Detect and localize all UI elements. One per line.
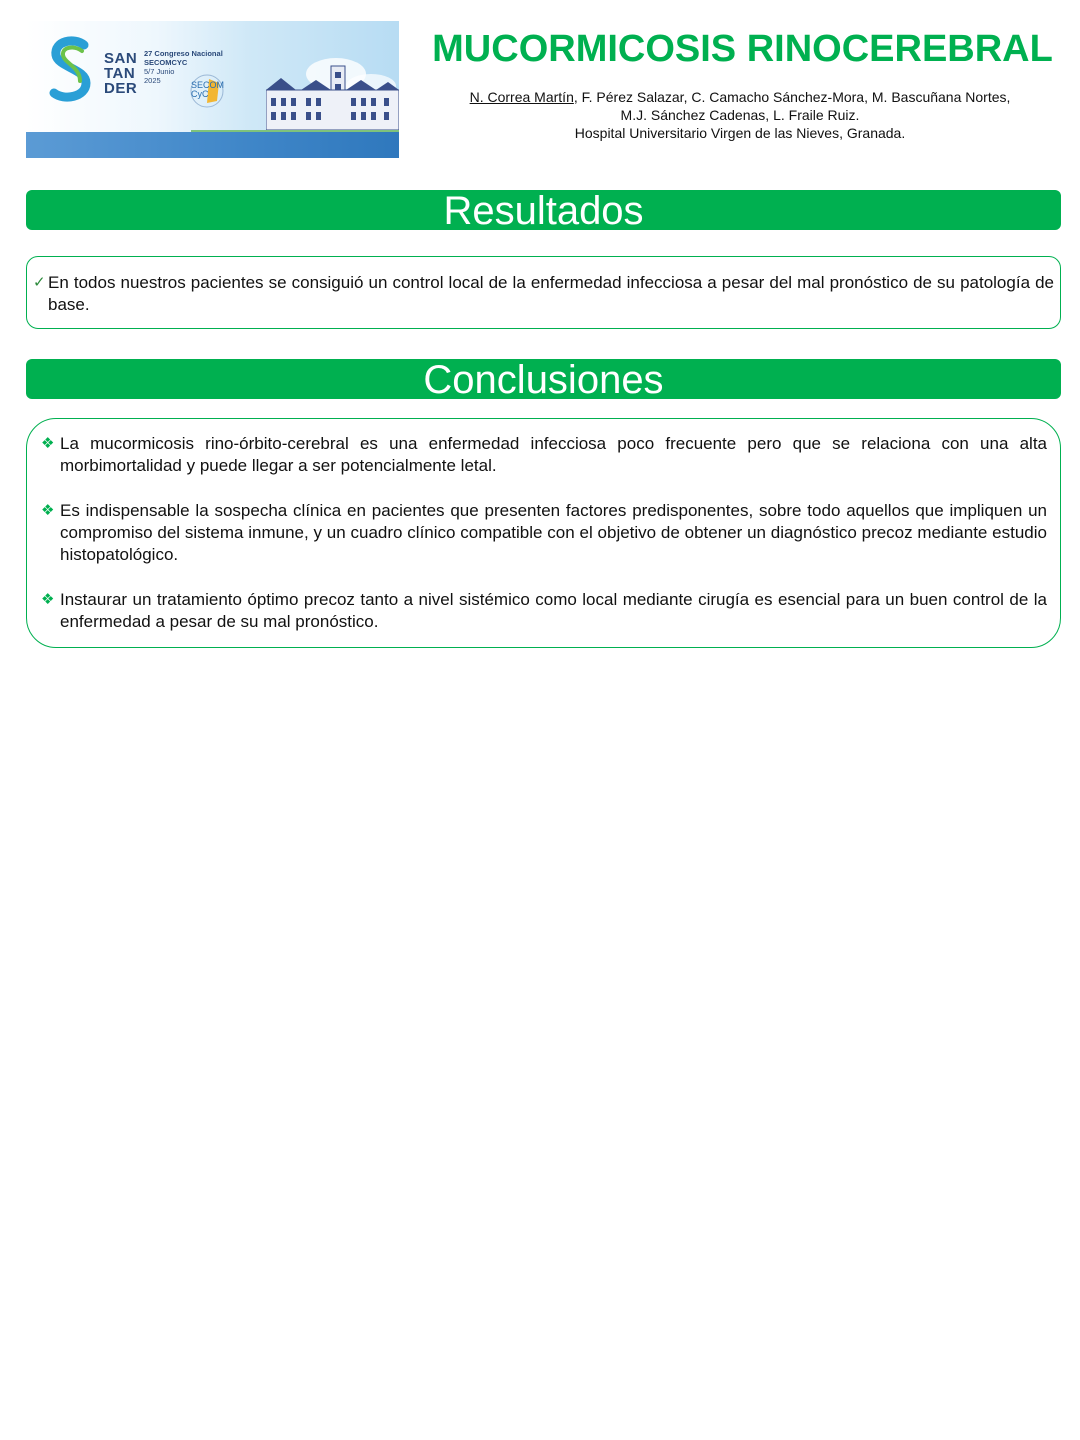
results-box — [26, 256, 1061, 329]
conclusions-box — [26, 418, 1061, 648]
congress-info: 27 Congreso Nacional SECOMCYC 5/7 Junio 2025 — [144, 49, 223, 85]
co-authors: , F. Pérez Salazar, C. Camacho Sánchez-Mora, M. Bascuñana Nortes, — [573, 89, 1011, 105]
institution: Hospital Universitario Virgen de las Nieves, Granada. — [574, 125, 906, 141]
conclusions-heading: Conclusiones — [26, 359, 1061, 399]
palace-illustration-icon — [266, 56, 399, 136]
santander-wordmark: SAN TAN DER — [104, 50, 138, 97]
diamond-bullet-icon: ❖ — [41, 502, 55, 519]
conclusion-item: La mucormicosis rino-órbito-cerebral es una enfermedad infecciosa poco frecuente pero que se relaciona con una alta morbimortalidad y puede llegar a ser potencialmente letal. — [60, 434, 1047, 475]
conclusion-item: Es indispensable la sospecha clínica en pacientes que presenten factores predisponentes, sobre todo aquellos que impliquen un compromiso del sistema inmune, y un cuadro clínico compatible con el objetivo de obtener un diagnóstico precoz mediante estudio histopatológico. — [60, 501, 1047, 564]
results-item: En todos nuestros pacientes se consiguió un control local de la enfermedad infecciosa a pesar del mal pronóstico de su patología de base. — [48, 273, 1054, 314]
congress-banner — [26, 21, 399, 158]
results-heading: Resultados — [26, 190, 1061, 230]
checkmark-icon: ✓ — [33, 274, 46, 291]
first-author: N. Correa Martín — [469, 89, 574, 105]
authors-block — [410, 88, 1070, 142]
diamond-bullet-icon: ❖ — [41, 591, 55, 608]
diamond-bullet-icon: ❖ — [41, 435, 55, 452]
conclusion-item: Instaurar un tratamiento óptimo precoz tanto a nivel sistémico como local mediante cirugía es esencial para un buen control de la enfermedad a pesar de su mal pronóstico. — [60, 590, 1047, 631]
poster-title: MUCORMICOSIS RINOCEREBRAL — [432, 28, 1053, 70]
banner-water — [26, 132, 399, 158]
secomcyc-logo: SECOM CyC — [191, 81, 224, 99]
co-authors-line2: M.J. Sánchez Cadenas, L. Fraile Ruiz. — [620, 107, 860, 123]
santander-s-logo-icon — [46, 35, 96, 105]
